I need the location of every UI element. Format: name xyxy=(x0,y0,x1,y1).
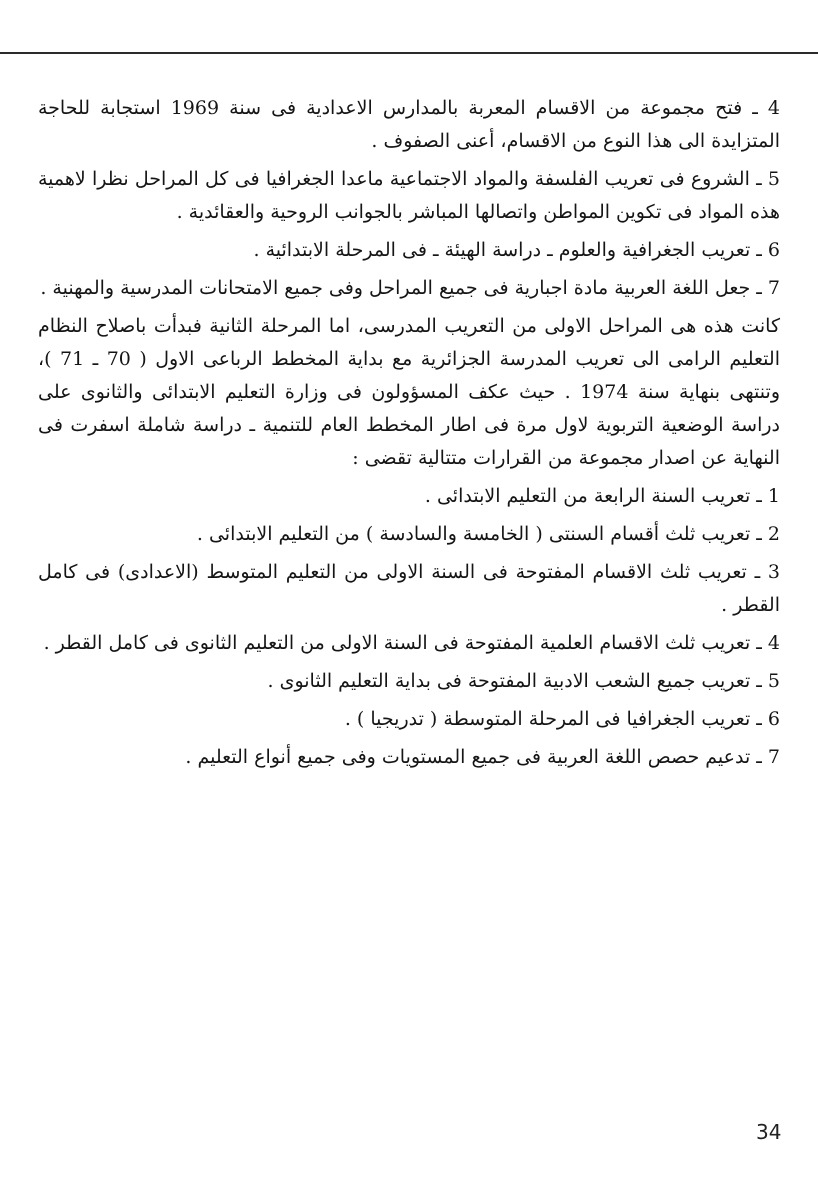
list-item: 1 ـ تعريب السنة الرابعة من التعليم الابتدائى . xyxy=(424,485,780,507)
body-paragraph: كانت هذه هى المراحل الاولى من التعريب المدرسى، اما المرحلة الثانية فبدأت باصلاح النظام التعليم الرامى الى تعريب المدرسة الجزائرية مع بداية المخطط الرباعى الاول ( 70 ـ 71 )، وتنتهى بنهاية سنة 1974 . حيث عكف المسؤولون فى وزارة التعليم الابتدائى والثانوى على دراسة الوضعية التربوية لاول مرة فى اطار المخطط العام للتنمية ـ دراسة شاملة اسفرت فى النهاية عن اصدار مجموعة من القرارات متتالية تقضى : xyxy=(38,315,781,469)
list-item: 5 ـ الشروع فى تعريب الفلسفة والمواد الاجتماعية ماعدا الجغرافيا فى كل المراحل نظرا لاهمية هذه المواد فى تكوين المواطن واتصالها المباشر بالجوانب الروحية والعقائدية . xyxy=(38,168,780,223)
list-item: 7 ـ جعل اللغة العربية مادة اجبارية فى جميع المراحل وفى جميع الامتحانات المدرسية والمهنية . xyxy=(40,277,780,299)
page-body xyxy=(38,92,780,779)
list-item: 6 ـ تعريب الجغرافيا فى المرحلة المتوسطة ( تدريجيا ) . xyxy=(344,708,780,730)
list-item: 4 ـ فتح مجموعة من الاقسام المعربة بالمدارس الاعدادية فى سنة 1969 استجابة للحاجة المتزايدة الى هذا النوع من الاقسام، أعنى الصفوف . xyxy=(38,97,780,152)
header-rule xyxy=(0,52,818,54)
list-item: 6 ـ تعريب الجغرافية والعلوم ـ دراسة الهيئة ـ فى المرحلة الابتدائية . xyxy=(253,239,780,261)
list-item: 2 ـ تعريب ثلث أقسام السنتى ( الخامسة والسادسة ) من التعليم الابتدائى . xyxy=(196,523,780,545)
list-item: 3 ـ تعريب ثلث الاقسام المفتوحة فى السنة الاولى من التعليم المتوسط (الاعدادى) فى كامل القطر . xyxy=(38,561,780,616)
list-item: 5 ـ تعريب جميع الشعب الادبية المفتوحة فى بداية التعليم الثانوى . xyxy=(267,670,780,692)
page-number: 34 xyxy=(756,1120,782,1144)
list-item: 4 ـ تعريب ثلث الاقسام العلمية المفتوحة فى السنة الاولى من التعليم الثانوى فى كامل القطر . xyxy=(43,632,780,654)
list-item: 7 ـ تدعيم حصص اللغة العربية فى جميع المستويات وفى جميع أنواع التعليم . xyxy=(185,746,780,768)
